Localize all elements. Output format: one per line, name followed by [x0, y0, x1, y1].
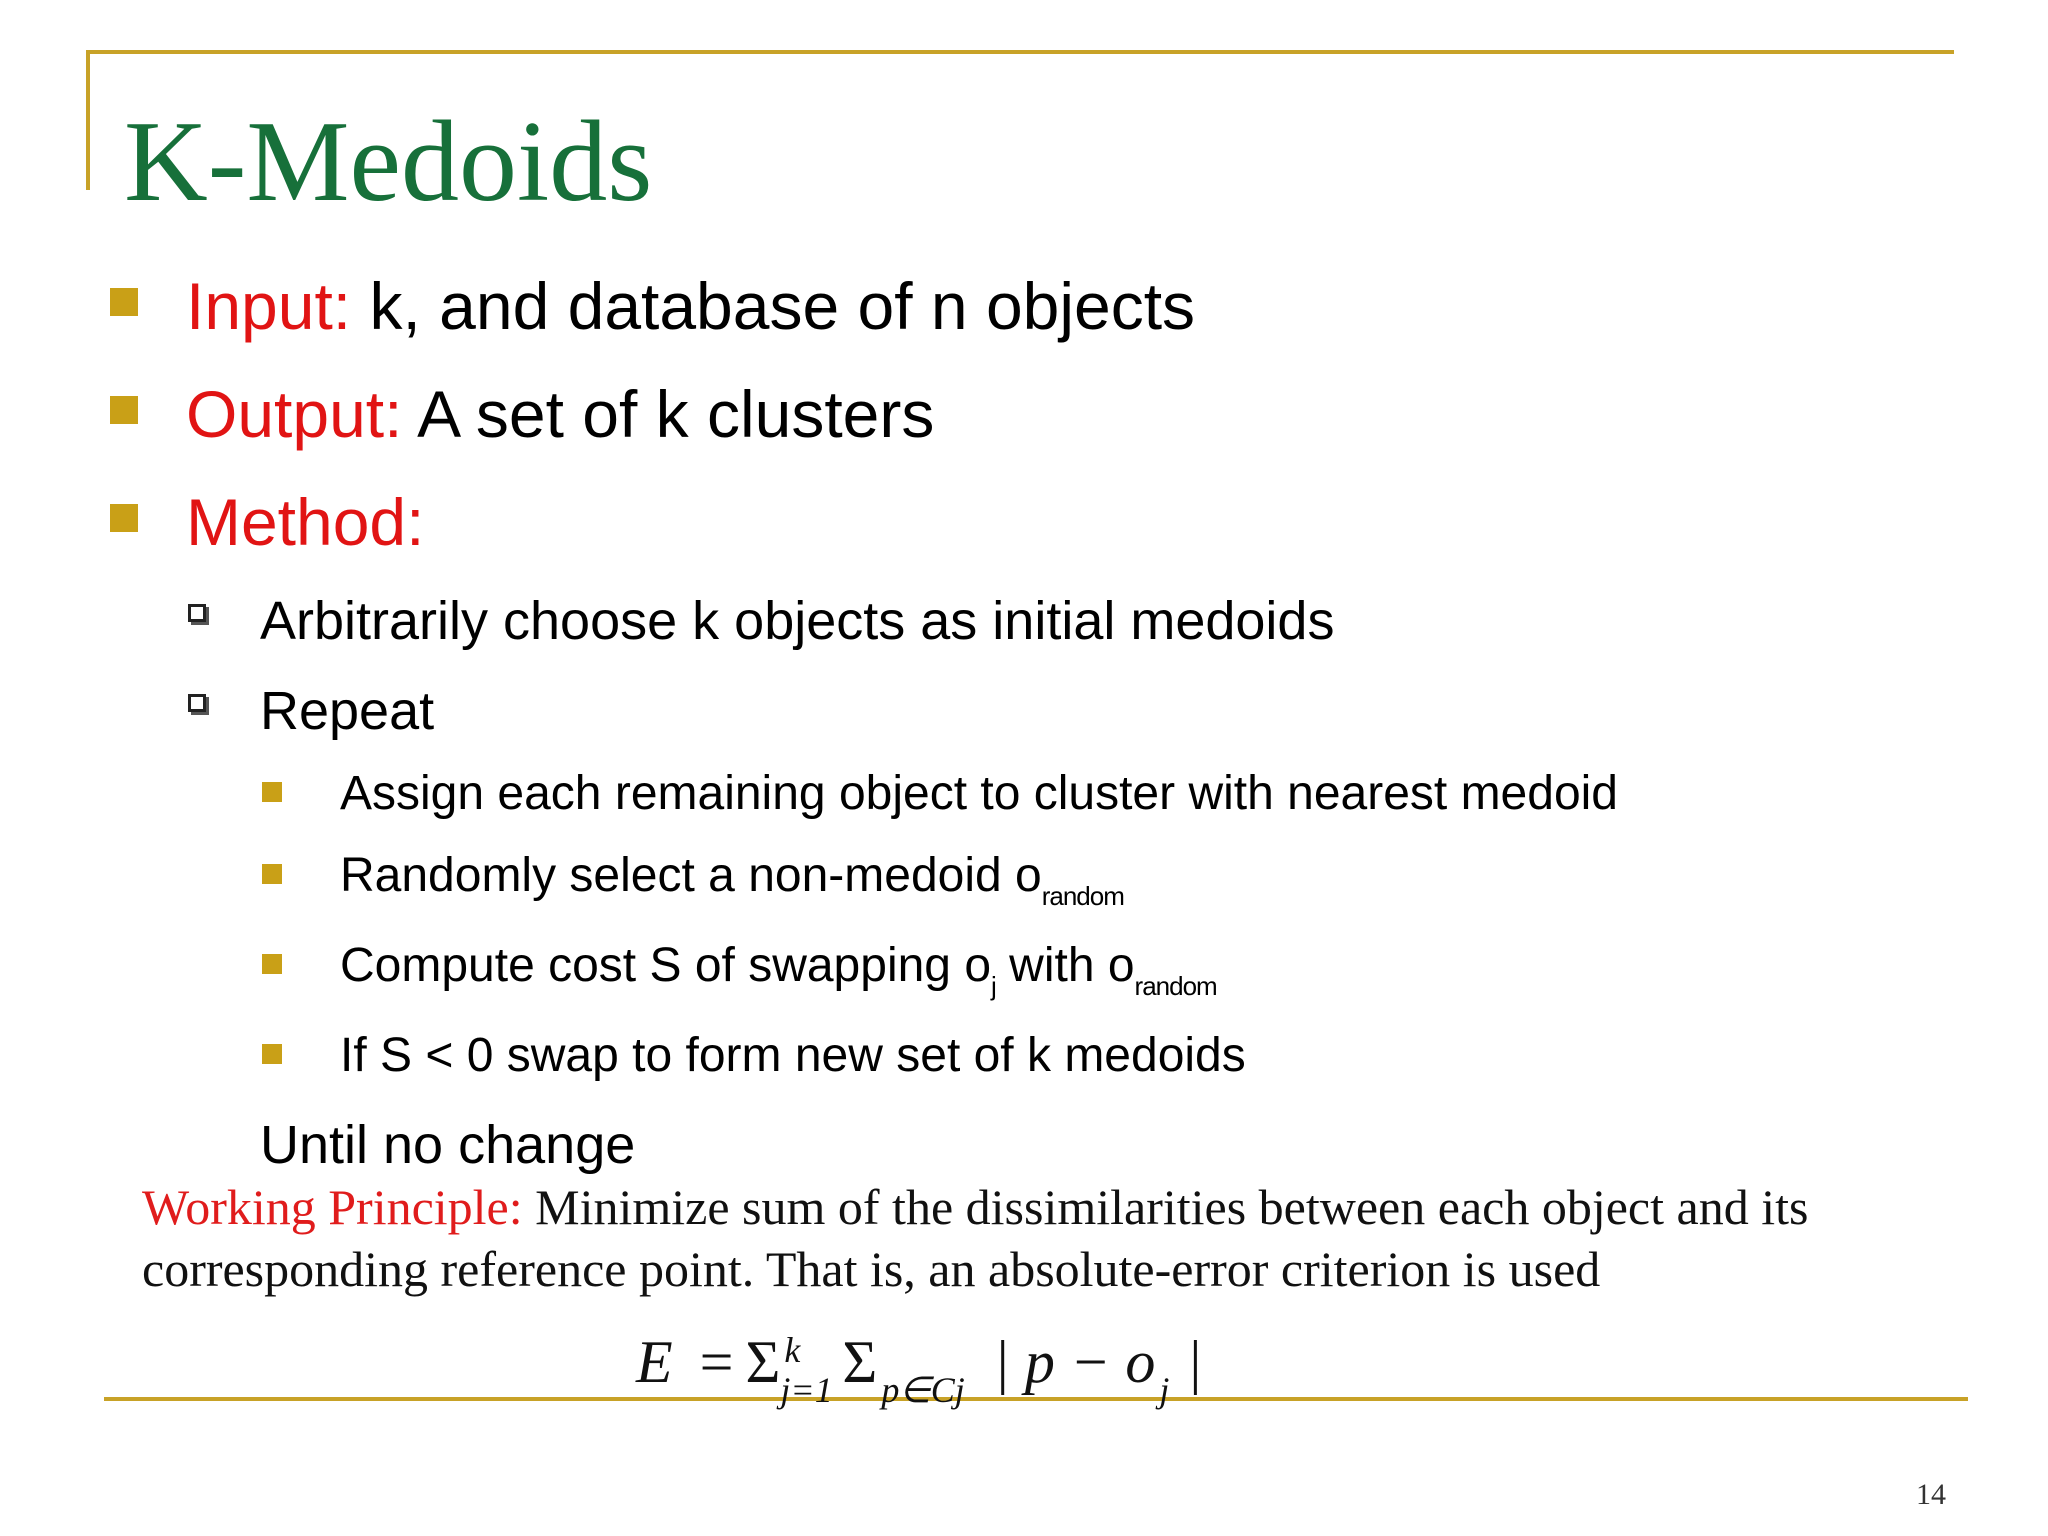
bullet-method — [186, 482, 424, 562]
bullet-label: Output: — [186, 377, 403, 451]
repeat-step-compute — [340, 936, 1217, 1016]
bullet-square-icon — [110, 504, 138, 532]
principle-label: Working Principle: — [142, 1179, 523, 1235]
bullet-input — [186, 266, 1195, 346]
working-principle — [142, 1176, 1942, 1300]
page-number: 14 — [1916, 1478, 1946, 1511]
select-text: Randomly select a non-medoid o — [340, 849, 1042, 902]
method-step-choose: Arbitrarily choose k objects as initial medoids — [260, 591, 1335, 651]
principle-text: Minimize sum of the dissimilarities between each object and its corresponding reference point. That is, an absolute-error criterion is used — [142, 1179, 1809, 1297]
hollow-square-bullet-icon — [188, 604, 206, 622]
select-subscript: random — [1041, 881, 1124, 911]
bullet-square-icon — [110, 288, 138, 316]
compute-text: Compute cost S of swapping o — [340, 939, 992, 992]
bullet-square-icon — [262, 1044, 282, 1064]
bullet-square-icon — [262, 864, 282, 884]
bullet-text: k, and database of n objects — [351, 269, 1196, 343]
formula-sub-pcj: p∈Cj — [881, 1370, 965, 1410]
formula-equals: = — [699, 1329, 734, 1395]
compute-subscript-j: j — [991, 971, 996, 1001]
compute-subscript-random: random — [1134, 971, 1217, 1001]
frame-left-rule — [86, 50, 90, 190]
repeat-step-assign: Assign each remaining object to cluster with nearest medoid — [340, 767, 1618, 820]
bullet-square-icon — [262, 782, 282, 802]
formula-sigma-2: Σ — [842, 1329, 878, 1395]
formula-body: | p − o — [993, 1329, 1156, 1395]
hollow-square-bullet-icon — [188, 694, 206, 712]
bullet-square-icon — [110, 396, 138, 424]
formula-sub-j1: j=1 — [780, 1370, 833, 1410]
compute-with-text: with o — [995, 939, 1135, 992]
repeat-step-swap: If S < 0 swap to form new set of k medoids — [340, 1029, 1246, 1082]
bullet-label: Input: — [186, 269, 352, 343]
formula-sup-k: k — [784, 1330, 801, 1370]
slide-title: K-Medoids — [124, 98, 653, 226]
bullet-square-icon — [262, 954, 282, 974]
absolute-error-formula — [636, 1322, 1202, 1410]
formula-close: | — [1189, 1329, 1202, 1395]
repeat-step-select — [340, 846, 1124, 926]
until-no-change: Until no change — [260, 1115, 636, 1175]
bullet-text: A set of k clusters — [402, 377, 935, 451]
bullet-output — [186, 374, 934, 454]
frame-top-rule — [86, 50, 1954, 54]
formula-sigma-1: Σ — [745, 1329, 781, 1395]
method-step-repeat: Repeat — [260, 681, 435, 741]
formula-lhs: E — [636, 1329, 673, 1395]
formula-body-sub-j: j — [1159, 1370, 1170, 1410]
bullet-label: Method: — [186, 485, 425, 559]
